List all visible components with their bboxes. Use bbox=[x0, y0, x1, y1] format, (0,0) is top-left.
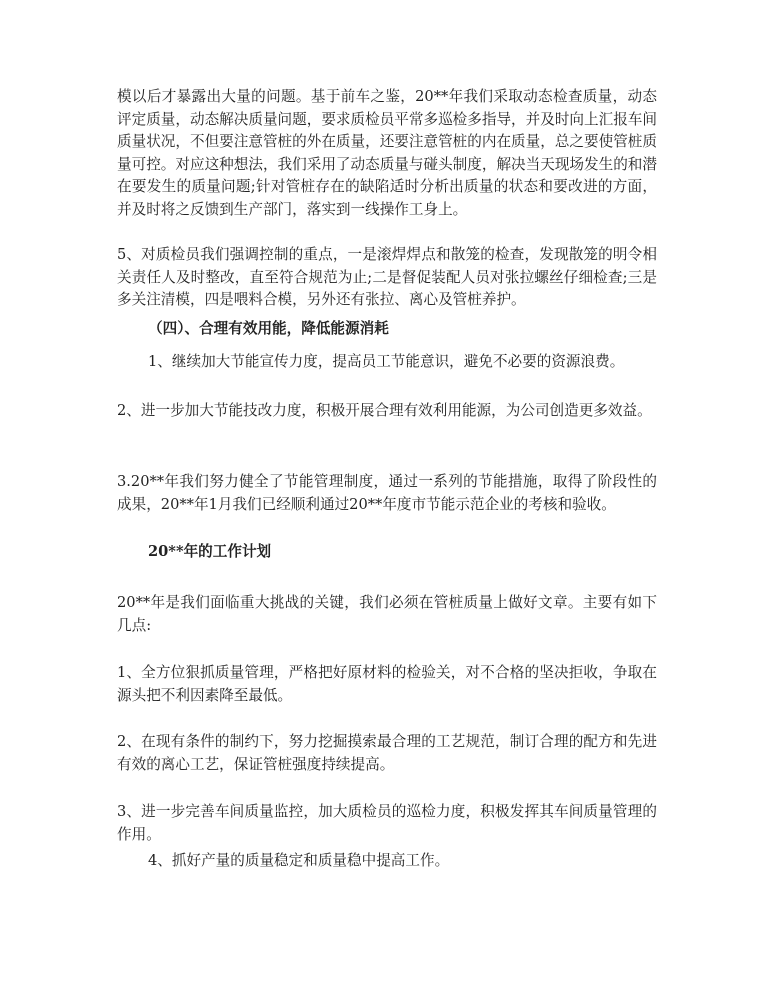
paragraph-plan-item-4: 4、抓好产量的质量稳定和质量稳中提高工作。 bbox=[148, 852, 450, 869]
paragraph-energy-management: 3.20**年我们努力健全了节能管理制度，通过一系列的节能措施，取得了阶段性的成果，20**年1月我们已经顺利通过20**年度市节能示范企业的考核和验收。 bbox=[117, 473, 657, 513]
paragraph-plan-intro: 20**年是我们面临重大挑战的关键，我们必须在管桩质量上做好文章。主要有如下几点: bbox=[117, 594, 657, 634]
paragraph-energy-awareness: 1、继续加大节能宣传力度，提高员工节能意识，避免不必要的资源浪费。 bbox=[148, 353, 625, 370]
paragraph-plan-item-1: 1、全方位狠抓质量管理，严格把好原材料的检验关，对不合格的坚决拒收，争取在源头把不利因素降至最低。 bbox=[117, 664, 657, 704]
paragraph-plan-item-2: 2、在现有条件的制约下，努力挖掘摸索最合理的工艺规范，制订合理的配方和先进有效的离心工艺，保证管桩强度持续提高。 bbox=[117, 733, 657, 773]
paragraph-energy-retrofit: 2、进一步加大节能技改力度，积极开展合理有效利用能源，为公司创造更多效益。 bbox=[117, 402, 652, 419]
paragraph-inspector-focus: 5、对质检员我们强调控制的重点，一是滚焊焊点和散笼的检查，发现散笼的明令相关责任人及时整改，直至符合规范为止;二是督促装配人员对张拉螺丝仔细检查;三是多关注清模，四是喂料合模，另外还有张拉、离心及管桩养护。 bbox=[117, 246, 657, 308]
paragraph-plan-item-3: 3、进一步完善车间质量监控，加大质检员的巡检力度，积极发挥其车间质量管理的作用。 bbox=[117, 803, 657, 843]
section-heading-work-plan: 20**年的工作计划 bbox=[148, 543, 272, 560]
paragraph-dynamic-quality-control: 模以后才暴露出大量的问题。基于前车之鉴，20**年我们采取动态检查质量，动态评定质量，动态解决质量问题，要求质检员平常多巡检多指导，并及时向上汇报车间质量状况，不但要注意管桩的外在质量，还要注意管桩的内在质量，总之要使管桩质量可控。对应这种想法，我们采用了动态质量与碰头制度，解决当天现场发生的和潜在要发生的质量问题;针对管桩存在的缺陷适时分析出质量的状态和要改进的方面，并及时将之反馈到生产部门，落实到一线操作工身上。 bbox=[117, 88, 657, 218]
section-heading-energy: （四）、合理有效用能，降低能源消耗 bbox=[148, 320, 389, 337]
